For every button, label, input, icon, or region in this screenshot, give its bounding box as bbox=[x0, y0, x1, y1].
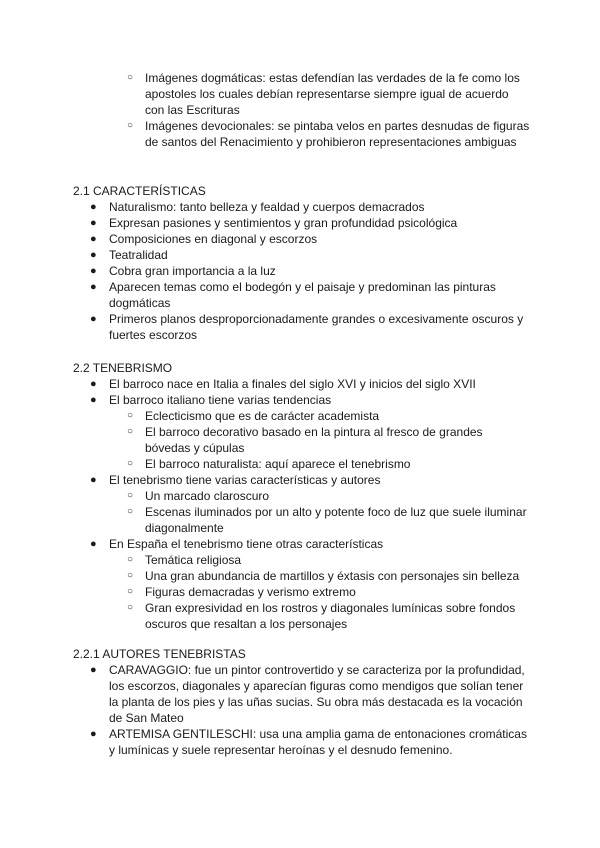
circle-bullet-icon: ○ bbox=[127, 72, 134, 83]
list-item bbox=[0, 376, 534, 392]
list-item-text: Teatralidad bbox=[109, 248, 168, 262]
list-item bbox=[0, 118, 530, 150]
bullet-icon: ● bbox=[90, 233, 97, 245]
bullet-icon: ● bbox=[90, 313, 97, 325]
bullet-icon: ● bbox=[90, 201, 97, 213]
list-item bbox=[0, 247, 534, 263]
list-item-text: Gran expresividad en los rostros y diagonales lumínicas sobre fondos oscuros que resaltan a los personajes bbox=[145, 601, 516, 631]
list-item bbox=[0, 279, 534, 311]
list-item-text: Una gran abundancia de martillos y éxtasis con personajes sin belleza bbox=[145, 569, 520, 583]
list-item bbox=[0, 536, 534, 552]
list-item-text: El barroco naturalista: aquí aparece el tenebrismo bbox=[145, 457, 411, 471]
list-item-text: Eclecticismo que es de carácter academista bbox=[145, 409, 380, 423]
circle-bullet-icon: ○ bbox=[127, 602, 134, 613]
list-item bbox=[0, 311, 534, 343]
list-item bbox=[0, 70, 530, 118]
bullet-icon: ● bbox=[90, 728, 97, 740]
bullet-icon: ● bbox=[90, 249, 97, 261]
sub-list-item bbox=[0, 552, 530, 568]
list-item bbox=[0, 392, 534, 408]
sub-list-item bbox=[0, 584, 530, 600]
bullet-icon: ● bbox=[90, 474, 97, 486]
list-item-text: CARAVAGGIO: fue un pintor controvertido y se caracteriza por la profundidad, los escorzos, diagonales y aparecían figuras como mendigos que solían tener la planta de los pies y las uñas sucias. Su obra más destacada es la vocación de San Mateo bbox=[109, 663, 525, 725]
section-heading-tenebrismo: 2.2 TENEBRISMO bbox=[73, 361, 173, 375]
list-item-text: El tenebrismo tiene varias características y autores bbox=[109, 473, 381, 487]
bullet-icon: ● bbox=[90, 394, 97, 406]
tenebrismo-list bbox=[0, 376, 600, 632]
sub-list-item bbox=[0, 568, 530, 584]
bullet-icon: ● bbox=[90, 378, 97, 390]
bullet-icon: ● bbox=[90, 217, 97, 229]
caracteristicas-list bbox=[0, 199, 600, 343]
bullet-icon: ● bbox=[90, 265, 97, 277]
circle-bullet-icon: ○ bbox=[127, 506, 134, 517]
bullet-icon: ● bbox=[90, 664, 97, 676]
circle-bullet-icon: ○ bbox=[127, 120, 134, 131]
circle-bullet-icon: ○ bbox=[127, 554, 134, 565]
circle-bullet-icon: ○ bbox=[127, 410, 134, 421]
list-item-text: Escenas iluminados por un alto y potente foco de luz que suele iluminar diagonalmente bbox=[145, 505, 527, 535]
list-item-text: Figuras demacradas y verismo extremo bbox=[145, 585, 356, 599]
sub-list-item bbox=[0, 504, 530, 536]
sub-list-item bbox=[0, 408, 530, 424]
list-item-text: Imágenes devocionales: se pintaba velos en partes desnudas de figuras de santos del Renacimiento y prohibieron representaciones ambiguas bbox=[145, 119, 530, 149]
list-item-text: Expresan pasiones y sentimientos y gran profundidad psicológica bbox=[109, 216, 458, 230]
intro-list bbox=[0, 70, 600, 150]
circle-bullet-icon: ○ bbox=[127, 586, 134, 597]
sub-list-item bbox=[0, 456, 530, 472]
list-item-text: Temática religiosa bbox=[145, 553, 242, 567]
list-item bbox=[0, 472, 534, 488]
circle-bullet-icon: ○ bbox=[127, 570, 134, 581]
list-item-text: Un marcado claroscuro bbox=[145, 489, 270, 503]
sub-list-item bbox=[0, 488, 530, 504]
circle-bullet-icon: ○ bbox=[127, 426, 134, 437]
list-item-text: Naturalismo: tanto belleza y fealdad y cuerpos demacrados bbox=[109, 200, 425, 214]
list-item-text: Composiciones en diagonal y escorzos bbox=[109, 232, 318, 246]
circle-bullet-icon: ○ bbox=[127, 458, 134, 469]
list-item bbox=[0, 215, 534, 231]
section-heading-caracteristicas: 2.1 CARACTERÍSTICAS bbox=[73, 184, 206, 198]
autores-list bbox=[0, 662, 600, 758]
list-item bbox=[0, 199, 534, 215]
list-item-text: Imágenes dogmáticas: estas defendían las verdades de la fe como los apostoles los cuales debían representarse siempre igual de acuerdo con las Escrituras bbox=[145, 71, 520, 117]
list-item-text: Primeros planos desproporcionadamente grandes o excesivamente oscuros y fuertes escorzos bbox=[109, 312, 524, 342]
sub-list-item bbox=[0, 424, 530, 456]
list-item-text: ARTEMISA GENTILESCHI: usa una amplia gama de entonaciones cromáticas y lumínicas y suele representar heroínas y el desnudo femenino. bbox=[109, 727, 527, 757]
list-item-text: El barroco nace en Italia a finales del siglo XVI y inicios del siglo XVII bbox=[109, 377, 476, 391]
list-item bbox=[0, 726, 534, 758]
list-item bbox=[0, 231, 534, 247]
circle-bullet-icon: ○ bbox=[127, 490, 134, 501]
list-item bbox=[0, 662, 534, 726]
bullet-icon: ● bbox=[90, 538, 97, 550]
list-item-text: En España el tenebrismo tiene otras características bbox=[109, 537, 384, 551]
list-item-text: El barroco decorativo basado en la pintura al fresco de grandes bóvedas y cúpulas bbox=[145, 425, 483, 455]
list-item bbox=[0, 263, 534, 279]
bullet-icon: ● bbox=[90, 281, 97, 293]
list-item-text: Cobra gran importancia a la luz bbox=[109, 264, 276, 278]
section-heading-autores-tenebristas: 2.2.1 AUTORES TENEBRISTAS bbox=[73, 647, 246, 661]
list-item-text: Aparecen temas como el bodegón y el paisaje y predominan las pinturas dogmáticas bbox=[109, 280, 496, 310]
sub-list-item bbox=[0, 600, 530, 632]
list-item-text: El barroco italiano tiene varias tendencias bbox=[109, 393, 332, 407]
